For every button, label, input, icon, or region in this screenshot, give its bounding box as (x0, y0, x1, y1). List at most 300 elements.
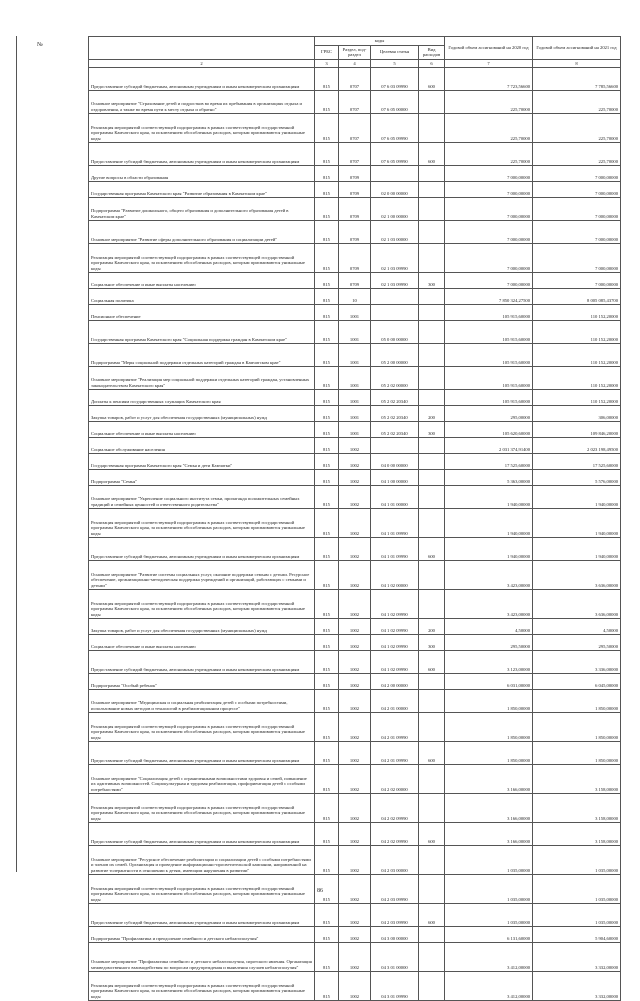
row-name: Реализация мероприятий соответствующей подпрограммы в рамках соответствующей государственной программы Камчатского края, за исключением обособленных расходов, которым присваиваются уникальные коды (89, 794, 315, 823)
row-volume-2020: 105 915,60000 (445, 344, 533, 367)
row-target: 02 1 03 09990 (371, 244, 419, 273)
row-section: 0709 (339, 166, 371, 182)
row-volume-2021: 3 636,00000 (533, 561, 621, 590)
table-row (89, 690, 621, 713)
row-name: Социальная политика (89, 289, 315, 305)
row-volume-2020: 7 000,00000 (445, 273, 533, 289)
row-name: Предоставление субсидий бюджетным, автономным учреждениям и иным некоммерческим организациям (89, 143, 315, 166)
col-number: 8 (533, 59, 621, 68)
row-expense-type (419, 390, 445, 406)
row-volume-2021: 1 035,00000 (533, 904, 621, 927)
col-number: 5 (371, 59, 419, 68)
row-volume-2021: 5 576,00000 (533, 470, 621, 486)
header-grbs: ГРБС (315, 45, 339, 59)
row-volume-2021: 7 000,00000 (533, 198, 621, 221)
row-expense-type: 600 (419, 143, 445, 166)
row-section: 1002 (339, 651, 371, 674)
row-volume-2020: 225,70000 (445, 143, 533, 166)
row-volume-2020: 7 000,00000 (445, 166, 533, 182)
row-grbs: 815 (315, 794, 339, 823)
row-target: 02 1 03 09990 (371, 273, 419, 289)
table-row (89, 561, 621, 590)
row-section: 1002 (339, 742, 371, 765)
row-volume-2020: 295,00000 (445, 406, 533, 422)
row-section: 1002 (339, 486, 371, 509)
row-volume-2021: 1 850,00000 (533, 742, 621, 765)
row-grbs: 815 (315, 690, 339, 713)
row-volume-2021: 1 035,00000 (533, 846, 621, 875)
row-expense-type: 600 (419, 651, 445, 674)
table-row (89, 742, 621, 765)
row-grbs: 815 (315, 221, 339, 244)
row-name: Реализация мероприятий соответствующей подпрограммы в рамках соответствующей государственной программы Камчатского края, за исключением обособленных расходов, которым присваиваются уникальные коды (89, 713, 315, 742)
row-volume-2021: 1 940,00000 (533, 486, 621, 509)
table-row (89, 674, 621, 690)
row-volume-2020: 3 423,00000 (445, 561, 533, 590)
row-target: 04 2 02 09990 (371, 794, 419, 823)
row-volume-2021: 17 525,60000 (533, 454, 621, 470)
row-grbs: 815 (315, 538, 339, 561)
table-row (89, 927, 621, 943)
row-expense-type (419, 91, 445, 114)
row-name: Реализация мероприятий соответствующей подпрограммы в рамках соответствующей государственной программы Камчатского края, за исключением обособленных расходов, которым присваиваются уникальные коды (89, 114, 315, 143)
row-name: Реализация мероприятий соответствующей подпрограммы в рамках соответствующей государственной программы Камчатского края, за исключением обособленных расходов, которым присваиваются уникальные коды (89, 509, 315, 538)
row-grbs: 815 (315, 651, 339, 674)
row-target: 04 2 03 00000 (371, 846, 419, 875)
row-grbs: 815 (315, 846, 339, 875)
row-name: Закупка товаров, работ и услуг для обеспечения государственных (муниципальных) нужд (89, 619, 315, 635)
table-row (89, 273, 621, 289)
row-volume-2020: 295,50000 (445, 635, 533, 651)
table-row (89, 390, 621, 406)
row-volume-2020: 7 000,00000 (445, 198, 533, 221)
table-row (89, 114, 621, 143)
row-target: 05 2 00 00000 (371, 344, 419, 367)
row-volume-2021: 7 785,56600 (533, 68, 621, 91)
row-grbs: 815 (315, 590, 339, 619)
row-volume-2021: 3 158,00000 (533, 794, 621, 823)
row-section: 1002 (339, 561, 371, 590)
row-section: 1002 (339, 794, 371, 823)
row-expense-type: 600 (419, 68, 445, 91)
row-expense-type (419, 509, 445, 538)
row-expense-type (419, 674, 445, 690)
row-target: 04 1 02 00000 (371, 561, 419, 590)
row-expense-type (419, 166, 445, 182)
row-grbs: 815 (315, 561, 339, 590)
row-name: Пенсионное обеспечение (89, 305, 315, 321)
row-expense-type: 600 (419, 538, 445, 561)
row-grbs: 815 (315, 91, 339, 114)
row-volume-2020: 1 035,00000 (445, 846, 533, 875)
row-expense-type: 200 (419, 406, 445, 422)
row-volume-2021: 110 152,20000 (533, 305, 621, 321)
row-name: Государственная программа Камчатского края "Развитие образования в Камчатском крае" (89, 182, 315, 198)
table-row (89, 794, 621, 823)
row-expense-type (419, 794, 445, 823)
row-target (371, 305, 419, 321)
row-section: 1001 (339, 390, 371, 406)
row-section: 0707 (339, 143, 371, 166)
row-grbs: 815 (315, 713, 339, 742)
row-section: 1002 (339, 972, 371, 1001)
row-grbs: 815 (315, 470, 339, 486)
row-section: 1002 (339, 454, 371, 470)
row-volume-2021: 225,70000 (533, 91, 621, 114)
row-grbs: 815 (315, 305, 339, 321)
row-name: Предоставление субсидий бюджетным, автономным учреждениям и иным некоммерческим организациям (89, 68, 315, 91)
header-expense-type: Вид расходов (419, 45, 445, 59)
table-row (89, 509, 621, 538)
row-grbs: 815 (315, 674, 339, 690)
row-section: 1002 (339, 635, 371, 651)
row-name: Социальное обеспечение и иные выплаты населению (89, 273, 315, 289)
row-name: Основное мероприятие "Социализация детей с ограниченными возможностями здоровья и семей, повышение их адаптивных возможностей. Социокультурная и трудовая реабилитация, профориентация детей с особыми потребностями" (89, 765, 315, 794)
row-name: Подпрограмма "Развитие дошкольного, общего образования и дополнительного образования детей в Камчатском крае" (89, 198, 315, 221)
row-name: Доплаты к пенсиям государственных служащих Камчатского края (89, 390, 315, 406)
row-target: 04 2 01 09990 (371, 742, 419, 765)
table-row (89, 321, 621, 344)
row-grbs: 815 (315, 927, 339, 943)
row-name: Другие вопросы в области образования (89, 166, 315, 182)
row-target: 04 2 02 00000 (371, 765, 419, 794)
row-volume-2020: 1 940,00000 (445, 538, 533, 561)
row-name: Подпрограмма "Меры социальной поддержки отдельных категорий граждан в Камчатском крае" (89, 344, 315, 367)
row-volume-2021: 306,00000 (533, 406, 621, 422)
row-volume-2021: 3 332,00000 (533, 972, 621, 1001)
row-section: 1002 (339, 690, 371, 713)
table-row (89, 68, 621, 91)
row-grbs: 815 (315, 390, 339, 406)
row-section: 0707 (339, 91, 371, 114)
row-volume-2021: 295,50000 (533, 635, 621, 651)
row-grbs: 815 (315, 943, 339, 972)
row-volume-2021: 225,70000 (533, 114, 621, 143)
row-expense-type (419, 943, 445, 972)
row-target: 04 1 02 09990 (371, 651, 419, 674)
table-row (89, 454, 621, 470)
row-volume-2020: 3 412,00000 (445, 972, 533, 1001)
row-name: Социальное обслуживание населения (89, 438, 315, 454)
row-name: Реализация мероприятий соответствующей подпрограммы в рамках соответствующей государственной программы Камчатского края, за исключением обособленных расходов, которым присваиваются уникальные коды (89, 244, 315, 273)
row-section: 1001 (339, 305, 371, 321)
row-volume-2021: 5 904,60000 (533, 927, 621, 943)
row-section: 10 (339, 289, 371, 305)
table-row (89, 221, 621, 244)
row-section: 1002 (339, 713, 371, 742)
table-row (89, 470, 621, 486)
table-row (89, 244, 621, 273)
row-expense-type (419, 713, 445, 742)
table-row (89, 406, 621, 422)
row-expense-type (419, 367, 445, 390)
row-target: 04 2 02 09990 (371, 823, 419, 846)
row-target: 04 0 00 00000 (371, 454, 419, 470)
row-name: Государственная программа Камчатского края "Семья и дети Камчатки" (89, 454, 315, 470)
row-section: 0709 (339, 273, 371, 289)
table-row (89, 651, 621, 674)
row-section: 1002 (339, 904, 371, 927)
table-row (89, 823, 621, 846)
header-column-numbers (89, 59, 621, 68)
row-expense-type (419, 690, 445, 713)
col-number: 3 (315, 59, 339, 68)
row-volume-2021: 7 000,00000 (533, 244, 621, 273)
row-target: 04 2 00 00000 (371, 674, 419, 690)
row-name: Предоставление субсидий бюджетным, автономным учреждениям и иным некоммерческим организациям (89, 538, 315, 561)
row-target: 05 2 02 20340 (371, 406, 419, 422)
row-section: 1001 (339, 367, 371, 390)
row-grbs: 815 (315, 166, 339, 182)
row-target: 04 1 02 09990 (371, 619, 419, 635)
table-row (89, 590, 621, 619)
row-name: Предоставление субсидий бюджетным, автономным учреждениям и иным некоммерческим организациям (89, 742, 315, 765)
row-name: Подпрограмма "Профилактика и преодоление семейного и детского неблагополучия" (89, 927, 315, 943)
row-name: Реализация мероприятий соответствующей подпрограммы в рамках соответствующей государственной программы Камчатского края, за исключением обособленных расходов, которым присваиваются уникальные коды (89, 875, 315, 904)
table-row (89, 344, 621, 367)
row-name: Социальное обеспечение и иные выплаты населению (89, 422, 315, 438)
row-expense-type: 600 (419, 742, 445, 765)
row-volume-2020: 3 166,00000 (445, 823, 533, 846)
row-volume-2020: 105 915,60000 (445, 367, 533, 390)
row-target: 04 2 01 09990 (371, 713, 419, 742)
row-volume-2021: 7 000,00000 (533, 166, 621, 182)
row-grbs: 815 (315, 244, 339, 273)
row-expense-type: 300 (419, 635, 445, 651)
row-volume-2020: 105 915,60000 (445, 305, 533, 321)
table-row (89, 143, 621, 166)
row-expense-type (419, 114, 445, 143)
number-column-header: № (37, 42, 43, 48)
row-volume-2021: 1 940,00000 (533, 538, 621, 561)
header-name-cell (89, 37, 315, 60)
row-grbs: 815 (315, 289, 339, 305)
row-volume-2021: 3 636,00000 (533, 590, 621, 619)
row-name: Закупка товаров, работ и услуг для обеспечения государственных (муниципальных) нужд (89, 406, 315, 422)
row-target: 04 1 02 09990 (371, 635, 419, 651)
row-volume-2020: 3 423,00000 (445, 590, 533, 619)
row-volume-2021: 1 035,00000 (533, 875, 621, 904)
row-target: 04 2 03 09990 (371, 875, 419, 904)
row-expense-type (419, 221, 445, 244)
table-row (89, 713, 621, 742)
table-row (89, 422, 621, 438)
row-grbs: 815 (315, 198, 339, 221)
col-number: 2 (89, 59, 315, 68)
table-row (89, 91, 621, 114)
row-volume-2020: 3 166,00000 (445, 765, 533, 794)
row-volume-2021: 3 336,00000 (533, 651, 621, 674)
row-volume-2021: 3 158,00000 (533, 765, 621, 794)
row-target: 04 2 01 00000 (371, 690, 419, 713)
table-row (89, 846, 621, 875)
row-grbs: 815 (315, 143, 339, 166)
row-section: 1002 (339, 927, 371, 943)
row-volume-2020: 7 000,00000 (445, 221, 533, 244)
row-grbs: 815 (315, 367, 339, 390)
table-row (89, 289, 621, 305)
row-section: 1002 (339, 823, 371, 846)
row-expense-type (419, 198, 445, 221)
row-section: 1002 (339, 619, 371, 635)
row-volume-2020: 105 915,60000 (445, 390, 533, 406)
row-name: Основное мероприятие "Ресурсное обеспечение реабилитации и социализации детей с особыми потребностями и членов их семей. Организация и проведение информационно-просветительской кампании, направленной на развитие толерантности в отношении к детям, имеющим нарушения в развитии" (89, 846, 315, 875)
row-expense-type (419, 927, 445, 943)
row-volume-2020: 3 123,00000 (445, 651, 533, 674)
row-grbs: 815 (315, 765, 339, 794)
row-expense-type (419, 765, 445, 794)
budget-table (88, 36, 621, 1001)
row-name: Основное мероприятие "Реализация мер социальной поддержки отдельных категорий граждан, установленных законодательством Камчатского края" (89, 367, 315, 390)
row-target: 04 3 00 00000 (371, 927, 419, 943)
row-expense-type: 600 (419, 823, 445, 846)
row-target: 05 0 00 00000 (371, 321, 419, 344)
row-target: 04 1 02 09990 (371, 590, 419, 619)
row-section: 1001 (339, 344, 371, 367)
row-name: Государственная программа Камчатского края "Социальная поддержка граждан в Камчатском крае" (89, 321, 315, 344)
row-section: 1001 (339, 321, 371, 344)
row-volume-2021: 7 000,00000 (533, 182, 621, 198)
row-name: Подпрограмма "Особый ребенок" (89, 674, 315, 690)
row-volume-2021: 109 846,20000 (533, 422, 621, 438)
row-name: Предоставление субсидий бюджетным, автономным учреждениям и иным некоммерческим организациям (89, 904, 315, 927)
row-grbs: 815 (315, 635, 339, 651)
row-target (371, 289, 419, 305)
table-row (89, 635, 621, 651)
row-volume-2020: 7 850 324,27500 (445, 289, 533, 305)
row-section: 1001 (339, 406, 371, 422)
table-row (89, 182, 621, 198)
table-row (89, 538, 621, 561)
table-row (89, 904, 621, 927)
row-volume-2021: 110 152,20000 (533, 344, 621, 367)
table-row (89, 972, 621, 1001)
row-expense-type (419, 289, 445, 305)
row-target: 07 6 05 09990 (371, 143, 419, 166)
row-volume-2021: 7 000,00000 (533, 273, 621, 289)
row-section: 1002 (339, 875, 371, 904)
row-volume-2020: 7 000,00000 (445, 182, 533, 198)
row-volume-2020: 4,50000 (445, 619, 533, 635)
row-grbs: 815 (315, 823, 339, 846)
row-name: Предоставление субсидий бюджетным, автономным учреждениям и иным некоммерческим организациям (89, 823, 315, 846)
table-row (89, 198, 621, 221)
row-grbs: 815 (315, 114, 339, 143)
row-expense-type (419, 321, 445, 344)
row-grbs: 815 (315, 422, 339, 438)
row-volume-2021: 1 940,00000 (533, 509, 621, 538)
row-expense-type (419, 438, 445, 454)
table-row (89, 438, 621, 454)
row-target: 04 1 01 09990 (371, 509, 419, 538)
row-section: 1001 (339, 422, 371, 438)
row-expense-type (419, 344, 445, 367)
row-section: 1002 (339, 846, 371, 875)
table-row (89, 765, 621, 794)
row-target: 04 3 01 09990 (371, 972, 419, 1001)
row-volume-2020: 1 940,00000 (445, 486, 533, 509)
row-grbs: 815 (315, 875, 339, 904)
row-volume-2020: 3 166,00000 (445, 794, 533, 823)
row-expense-type: 600 (419, 904, 445, 927)
row-section: 1002 (339, 470, 371, 486)
row-section: 0709 (339, 198, 371, 221)
row-target: 04 1 01 09990 (371, 538, 419, 561)
row-target: 07 6 05 09990 (371, 114, 419, 143)
row-expense-type: 300 (419, 273, 445, 289)
row-expense-type: 300 (419, 422, 445, 438)
header-volume-2020: Годовой объем ассигнований на 2020 год (445, 37, 533, 60)
row-volume-2020: 17 525,60000 (445, 454, 533, 470)
row-volume-2020: 5 363,00000 (445, 470, 533, 486)
row-target: 04 1 01 00000 (371, 486, 419, 509)
row-volume-2020: 1 940,00000 (445, 509, 533, 538)
row-volume-2020: 1 850,00000 (445, 690, 533, 713)
row-volume-2021: 4,50000 (533, 619, 621, 635)
row-volume-2020: 6 031,00000 (445, 674, 533, 690)
row-grbs: 815 (315, 321, 339, 344)
row-grbs: 815 (315, 406, 339, 422)
row-expense-type (419, 305, 445, 321)
col-number: 7 (445, 59, 533, 68)
row-target: 05 2 02 20340 (371, 422, 419, 438)
page-number: 86 (317, 888, 323, 894)
row-target: 07 6 03 09990 (371, 68, 419, 91)
row-volume-2020: 3 412,00000 (445, 943, 533, 972)
table-body (89, 68, 621, 1001)
header-section: Раздел, под-раздел (339, 45, 371, 59)
row-section: 0709 (339, 182, 371, 198)
row-expense-type: 200 (419, 619, 445, 635)
row-name: Основное мероприятие "Развитие сферы дополнительного образования и социализации детей" (89, 221, 315, 244)
row-section: 1002 (339, 765, 371, 794)
row-name: Социальное обеспечение и иные выплаты населению (89, 635, 315, 651)
table-row (89, 619, 621, 635)
row-volume-2020: 7 723,56600 (445, 68, 533, 91)
row-grbs: 815 (315, 344, 339, 367)
row-target (371, 438, 419, 454)
row-section: 0707 (339, 114, 371, 143)
row-volume-2021: 110 152,20000 (533, 321, 621, 344)
row-grbs: 815 (315, 972, 339, 1001)
row-volume-2020: 1 850,00000 (445, 713, 533, 742)
row-grbs: 815 (315, 619, 339, 635)
row-section: 0707 (339, 68, 371, 91)
row-volume-2021: 1 850,00000 (533, 713, 621, 742)
header-target: Целевая статья (371, 45, 419, 59)
row-volume-2020: 7 000,00000 (445, 244, 533, 273)
row-section: 1002 (339, 438, 371, 454)
row-volume-2020: 105 620,60000 (445, 422, 533, 438)
row-volume-2021: 6 045,00000 (533, 674, 621, 690)
row-name: Подпрограмма "Семья" (89, 470, 315, 486)
row-expense-type (419, 561, 445, 590)
row-volume-2021: 2 023 198,49500 (533, 438, 621, 454)
table-row (89, 305, 621, 321)
row-expense-type (419, 590, 445, 619)
row-volume-2020: 1 035,00000 (445, 904, 533, 927)
row-section: 1002 (339, 674, 371, 690)
row-grbs: 815 (315, 904, 339, 927)
row-volume-2021: 3 332,00000 (533, 943, 621, 972)
row-name: Основное мероприятие "Профилактика семейного и детского неблагополучия, сиротского явления. Организация межведомственного взаимодействия по вопросам предупреждения и выявления случаев неблагополучия" (89, 943, 315, 972)
row-volume-2021: 7 000,00000 (533, 221, 621, 244)
row-expense-type (419, 972, 445, 1001)
row-target: 05 2 02 00000 (371, 367, 419, 390)
row-target: 02 1 00 00000 (371, 198, 419, 221)
row-section: 1002 (339, 590, 371, 619)
row-volume-2020: 2 031 374,91400 (445, 438, 533, 454)
